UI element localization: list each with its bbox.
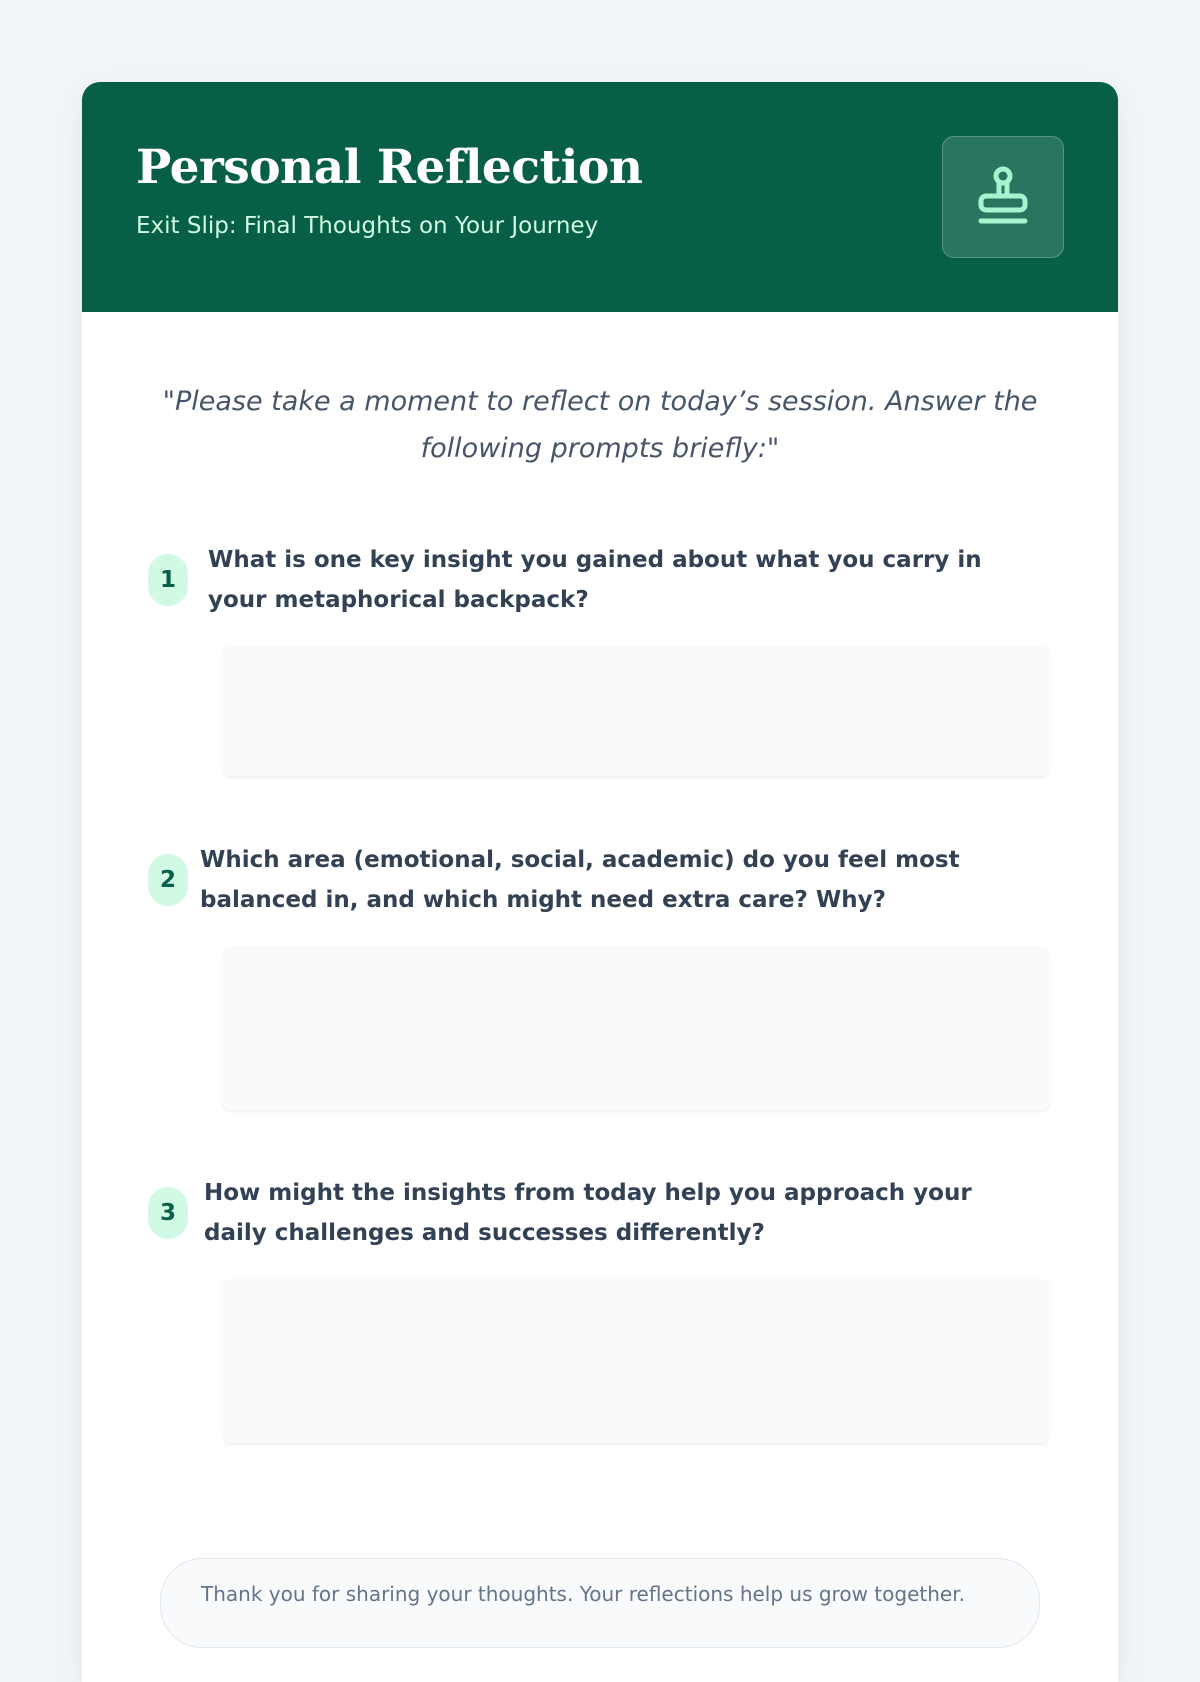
exit-slip-card (82, 82, 1118, 1682)
card-header (82, 82, 1118, 312)
answer-field-3[interactable] (222, 1279, 1050, 1443)
answer-field-1[interactable] (222, 646, 1050, 776)
page-subtitle: Exit Slip: Final Thoughts on Your Journey (136, 213, 599, 239)
question-number-badge: 1 (148, 554, 188, 606)
question-text: Which area (emotional, social, academic) do you feel most balanced in, and which might need extra care? Why? (200, 847, 960, 913)
answer-field-2[interactable] (222, 946, 1050, 1110)
stamp-badge (942, 136, 1064, 258)
question-header (148, 540, 1108, 620)
question-text: What is one key insight you gained about what you carry in your metaphorical backpack? (208, 547, 982, 613)
question-text: How might the insights from today help you approach your daily challenges and successes differently? (204, 1180, 972, 1246)
question-number-badge: 3 (148, 1187, 188, 1239)
question-header (148, 1173, 1108, 1253)
question-1 (148, 540, 1108, 776)
card-body (82, 378, 1118, 472)
question-3 (148, 1173, 1108, 1443)
question-header (148, 840, 1108, 920)
thank-you-note: Thank you for sharing your thoughts. Your reflections help us grow together. (160, 1558, 1040, 1648)
question-number-badge: 2 (148, 854, 188, 906)
stamp-icon (976, 165, 1030, 229)
page-title: Personal Reflection (136, 140, 643, 195)
question-2 (148, 840, 1108, 1110)
intro-quote: "Please take a moment to reflect on today’s session. Answer the following prompts briefly:" (162, 386, 1038, 464)
